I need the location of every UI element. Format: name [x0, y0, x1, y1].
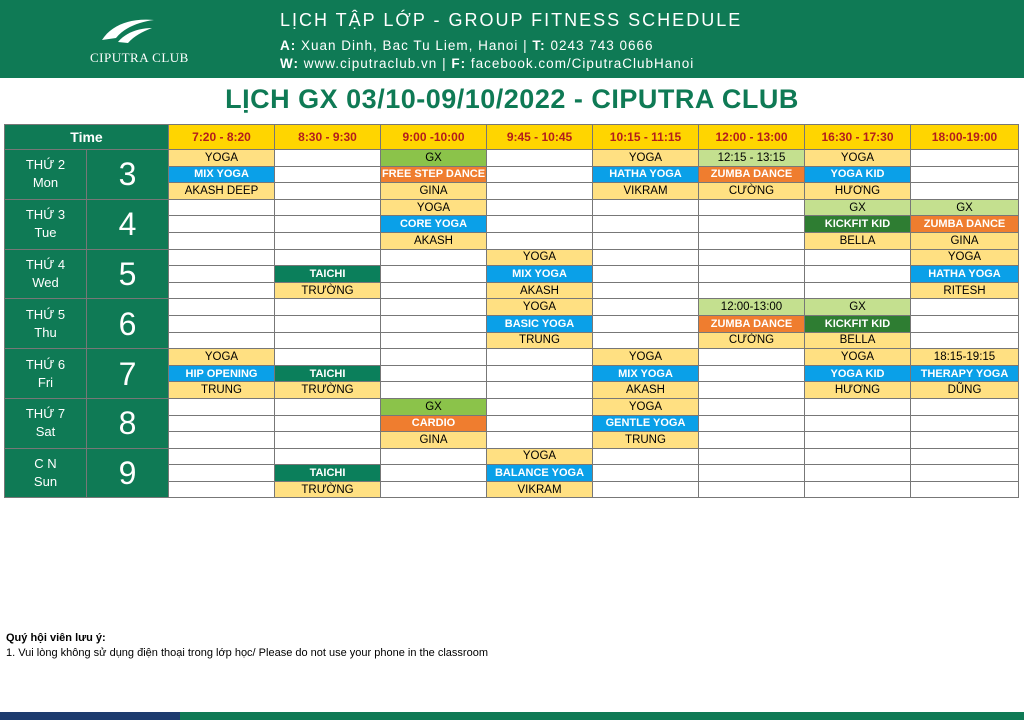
class-category: YOGA — [593, 150, 699, 167]
empty-cell — [699, 266, 805, 283]
empty-cell — [275, 432, 381, 449]
class-name: THERAPY YOGA — [911, 365, 1019, 382]
empty-cell — [911, 465, 1019, 482]
class-category: GX — [805, 199, 911, 216]
separator: | — [442, 56, 447, 71]
empty-cell — [487, 382, 593, 399]
empty-cell — [593, 216, 699, 233]
empty-cell — [699, 481, 805, 498]
empty-cell — [911, 183, 1019, 200]
empty-cell — [381, 332, 487, 349]
instructor-name: HƯƠNG — [805, 382, 911, 399]
class-name: MIX YOGA — [487, 266, 593, 283]
time-slot-header: 7:20 - 8:20 — [169, 125, 275, 150]
class-name: MIX YOGA — [169, 166, 275, 183]
phone-label: T: — [532, 38, 546, 53]
instructor-name: GINA — [381, 432, 487, 449]
empty-cell — [169, 282, 275, 299]
instructor-name: RITESH — [911, 282, 1019, 299]
empty-cell — [169, 249, 275, 266]
class-category: GX — [805, 299, 911, 316]
empty-cell — [275, 315, 381, 332]
empty-cell — [805, 432, 911, 449]
empty-cell — [699, 365, 805, 382]
empty-cell — [275, 332, 381, 349]
empty-cell — [699, 349, 805, 366]
schedule-row — [5, 150, 1019, 167]
empty-cell — [275, 249, 381, 266]
empty-cell — [169, 465, 275, 482]
table-header-row — [5, 125, 1019, 150]
instructor-name: TRƯỜNG — [275, 481, 381, 498]
empty-cell — [381, 382, 487, 399]
day-date: 6 — [87, 299, 169, 349]
empty-cell — [381, 299, 487, 316]
empty-cell — [593, 315, 699, 332]
day-date: 3 — [87, 150, 169, 200]
empty-cell — [487, 432, 593, 449]
empty-cell — [699, 432, 805, 449]
class-category: YOGA — [593, 398, 699, 415]
address-label: A: — [280, 38, 297, 53]
empty-cell — [487, 183, 593, 200]
empty-cell — [487, 199, 593, 216]
instructor-name: AKASH — [487, 282, 593, 299]
empty-cell — [487, 415, 593, 432]
empty-cell — [381, 465, 487, 482]
empty-cell — [381, 315, 487, 332]
class-name: HIP OPENING — [169, 365, 275, 382]
empty-cell — [275, 166, 381, 183]
empty-cell — [805, 282, 911, 299]
notes-section — [6, 632, 488, 659]
empty-cell — [275, 232, 381, 249]
empty-cell — [911, 315, 1019, 332]
empty-cell — [381, 481, 487, 498]
time-slot-header: 9:00 -10:00 — [381, 125, 487, 150]
empty-cell — [805, 249, 911, 266]
empty-cell — [593, 465, 699, 482]
empty-cell — [169, 299, 275, 316]
web-label: W: — [280, 56, 299, 71]
class-category: YOGA — [911, 249, 1019, 266]
day-name-vi: C N — [34, 456, 57, 472]
instructor-name: AKASH DEEP — [169, 183, 275, 200]
empty-cell — [699, 415, 805, 432]
empty-cell — [275, 398, 381, 415]
empty-cell — [699, 216, 805, 233]
empty-cell — [593, 481, 699, 498]
day-label — [5, 150, 87, 200]
class-name: MIX YOGA — [593, 365, 699, 382]
empty-cell — [805, 398, 911, 415]
class-name: HATHA YOGA — [593, 166, 699, 183]
class-category: 12:00-13:00 — [699, 299, 805, 316]
instructor-name: CƯỜNG — [699, 332, 805, 349]
empty-cell — [593, 448, 699, 465]
instructor-name: AKASH — [593, 382, 699, 399]
day-name-en: Fri — [37, 374, 54, 390]
page-header — [0, 0, 1024, 78]
class-name: TAICHI — [275, 365, 381, 382]
empty-cell — [593, 299, 699, 316]
class-name: BASIC YOGA — [487, 315, 593, 332]
day-name-vi: THỨ 7 — [25, 406, 66, 422]
empty-cell — [699, 249, 805, 266]
day-name-en: Tue — [34, 225, 57, 241]
schedule-row — [5, 299, 1019, 316]
empty-cell — [169, 266, 275, 283]
day-name-vi: THỨ 2 — [25, 157, 66, 173]
header-contact-line — [280, 38, 654, 53]
empty-cell — [911, 166, 1019, 183]
day-label — [5, 349, 87, 399]
note-item: 1. Vui lòng không sử dụng điện thoại trong lớp học/ Please do not use your phone in the classroom — [6, 647, 488, 659]
instructor-name: VIKRAM — [593, 183, 699, 200]
day-date: 8 — [87, 398, 169, 448]
instructor-name: BELLA — [805, 232, 911, 249]
class-name: GENTLE YOGA — [593, 415, 699, 432]
header-title: LỊCH TẬP LỚP - GROUP FITNESS SCHEDULE — [280, 10, 743, 30]
class-name: CORE YOGA — [381, 216, 487, 233]
instructor-name: GINA — [381, 183, 487, 200]
empty-cell — [593, 199, 699, 216]
empty-cell — [699, 448, 805, 465]
empty-cell — [699, 199, 805, 216]
empty-cell — [593, 282, 699, 299]
logo-swoosh-icon — [98, 16, 158, 46]
class-category: GX — [381, 150, 487, 167]
day-name-en: Mon — [32, 175, 59, 191]
footer-bar-green — [180, 712, 1024, 720]
empty-cell — [805, 266, 911, 283]
day-label — [5, 299, 87, 349]
empty-cell — [275, 199, 381, 216]
separator: | — [523, 38, 528, 53]
schedule-title: LỊCH GX 03/10-09/10/2022 - CIPUTRA CLUB — [225, 84, 799, 114]
class-category: YOGA — [487, 448, 593, 465]
empty-cell — [593, 232, 699, 249]
empty-cell — [911, 415, 1019, 432]
empty-cell — [911, 481, 1019, 498]
empty-cell — [487, 365, 593, 382]
empty-cell — [911, 398, 1019, 415]
empty-cell — [911, 150, 1019, 167]
web-link[interactable]: www.ciputraclub.vn — [303, 56, 438, 71]
schedule-row — [5, 349, 1019, 366]
notes-title: Quý hội viên lưu ý: — [6, 632, 106, 644]
empty-cell — [487, 150, 593, 167]
empty-cell — [487, 216, 593, 233]
facebook-link[interactable]: facebook.com/CiputraClubHanoi — [470, 56, 695, 71]
empty-cell — [381, 282, 487, 299]
day-date: 7 — [87, 349, 169, 399]
class-name: ZUMBA DANCE — [699, 315, 805, 332]
empty-cell — [275, 299, 381, 316]
day-label — [5, 249, 87, 299]
day-label — [5, 199, 87, 249]
day-name-vi: THỨ 5 — [25, 306, 66, 322]
empty-cell — [911, 332, 1019, 349]
class-name: TAICHI — [275, 465, 381, 482]
schedule-row — [5, 199, 1019, 216]
empty-cell — [593, 249, 699, 266]
class-name: ZUMBA DANCE — [699, 166, 805, 183]
header-web-line — [280, 56, 694, 71]
class-name: BALANCE YOGA — [487, 465, 593, 482]
class-name: YOGA KID — [805, 365, 911, 382]
class-name: TAICHI — [275, 266, 381, 283]
empty-cell — [275, 150, 381, 167]
instructor-name: TRUNG — [487, 332, 593, 349]
empty-cell — [487, 398, 593, 415]
empty-cell — [275, 183, 381, 200]
class-name: ZUMBA DANCE — [911, 216, 1019, 233]
empty-cell — [381, 249, 487, 266]
schedule-table — [4, 124, 1019, 498]
time-header: Time — [5, 125, 169, 150]
instructor-name: HƯƠNG — [805, 183, 911, 200]
empty-cell — [169, 481, 275, 498]
phone-text: 0243 743 0666 — [550, 38, 654, 53]
facebook-label: F: — [451, 56, 467, 71]
empty-cell — [169, 332, 275, 349]
class-category: YOGA — [169, 150, 275, 167]
empty-cell — [699, 282, 805, 299]
instructor-name: VIKRAM — [487, 481, 593, 498]
empty-cell — [381, 349, 487, 366]
empty-cell — [275, 349, 381, 366]
empty-cell — [169, 432, 275, 449]
schedule-row — [5, 398, 1019, 415]
day-name-vi: THỨ 4 — [25, 256, 66, 272]
class-category: YOGA — [381, 199, 487, 216]
empty-cell — [593, 332, 699, 349]
empty-cell — [699, 232, 805, 249]
time-slot-header: 12:00 - 13:00 — [699, 125, 805, 150]
ciputra-logo — [90, 16, 189, 66]
empty-cell — [169, 448, 275, 465]
instructor-name: TRƯỜNG — [275, 282, 381, 299]
class-name: YOGA KID — [805, 166, 911, 183]
empty-cell — [593, 266, 699, 283]
class-category: GX — [381, 398, 487, 415]
class-name: FREE STEP DANCE — [381, 166, 487, 183]
empty-cell — [911, 299, 1019, 316]
address-text: Xuan Dinh, Bac Tu Liem, Hanoi — [301, 38, 519, 53]
day-date: 9 — [87, 448, 169, 498]
time-slot-header: 10:15 - 11:15 — [593, 125, 699, 150]
class-name: HATHA YOGA — [911, 266, 1019, 283]
empty-cell — [911, 448, 1019, 465]
empty-cell — [381, 365, 487, 382]
day-name-en: Sun — [33, 474, 58, 490]
empty-cell — [487, 166, 593, 183]
class-name: KICKFIT KID — [805, 216, 911, 233]
day-name-en: Sat — [35, 424, 56, 440]
instructor-name: GINA — [911, 232, 1019, 249]
day-name-vi: THỨ 6 — [25, 356, 66, 372]
instructor-name: BELLA — [805, 332, 911, 349]
instructor-name: AKASH — [381, 232, 487, 249]
empty-cell — [381, 266, 487, 283]
instructor-name: DŨNG — [911, 382, 1019, 399]
schedule-row — [5, 249, 1019, 266]
time-slot-header: 16:30 - 17:30 — [805, 125, 911, 150]
day-name-vi: THỨ 3 — [25, 207, 66, 223]
empty-cell — [169, 232, 275, 249]
class-category: YOGA — [593, 349, 699, 366]
empty-cell — [487, 349, 593, 366]
instructor-name: TRUNG — [593, 432, 699, 449]
class-name: CARDIO — [381, 415, 487, 432]
empty-cell — [169, 216, 275, 233]
empty-cell — [275, 415, 381, 432]
empty-cell — [805, 448, 911, 465]
empty-cell — [487, 232, 593, 249]
day-date: 5 — [87, 249, 169, 299]
class-category: GX — [911, 199, 1019, 216]
empty-cell — [805, 481, 911, 498]
time-slot-header: 18:00-19:00 — [911, 125, 1019, 150]
empty-cell — [169, 199, 275, 216]
class-category: YOGA — [169, 349, 275, 366]
instructor-name: TRƯỜNG — [275, 382, 381, 399]
instructor-name: CƯỜNG — [699, 183, 805, 200]
empty-cell — [169, 398, 275, 415]
empty-cell — [169, 315, 275, 332]
day-label — [5, 448, 87, 498]
empty-cell — [805, 465, 911, 482]
instructor-name: TRUNG — [169, 382, 275, 399]
empty-cell — [699, 382, 805, 399]
day-date: 4 — [87, 199, 169, 249]
day-name-en: Wed — [32, 274, 59, 290]
class-category: YOGA — [805, 150, 911, 167]
schedule-row — [5, 448, 1019, 465]
class-category: YOGA — [487, 299, 593, 316]
class-category: YOGA — [487, 249, 593, 266]
class-category: YOGA — [805, 349, 911, 366]
time-slot-header: 9:45 - 10:45 — [487, 125, 593, 150]
class-name: KICKFIT KID — [805, 315, 911, 332]
time-slot-header: 8:30 - 9:30 — [275, 125, 381, 150]
empty-cell — [699, 465, 805, 482]
class-category: 18:15-19:15 — [911, 349, 1019, 366]
empty-cell — [381, 448, 487, 465]
empty-cell — [275, 216, 381, 233]
empty-cell — [805, 415, 911, 432]
class-category: 12:15 - 13:15 — [699, 150, 805, 167]
footer-bar-navy — [0, 712, 180, 720]
day-label — [5, 398, 87, 448]
empty-cell — [699, 398, 805, 415]
empty-cell — [169, 415, 275, 432]
logo-text: CIPUTRA CLUB — [90, 50, 189, 65]
empty-cell — [911, 432, 1019, 449]
day-name-en: Thu — [34, 324, 57, 340]
empty-cell — [275, 448, 381, 465]
